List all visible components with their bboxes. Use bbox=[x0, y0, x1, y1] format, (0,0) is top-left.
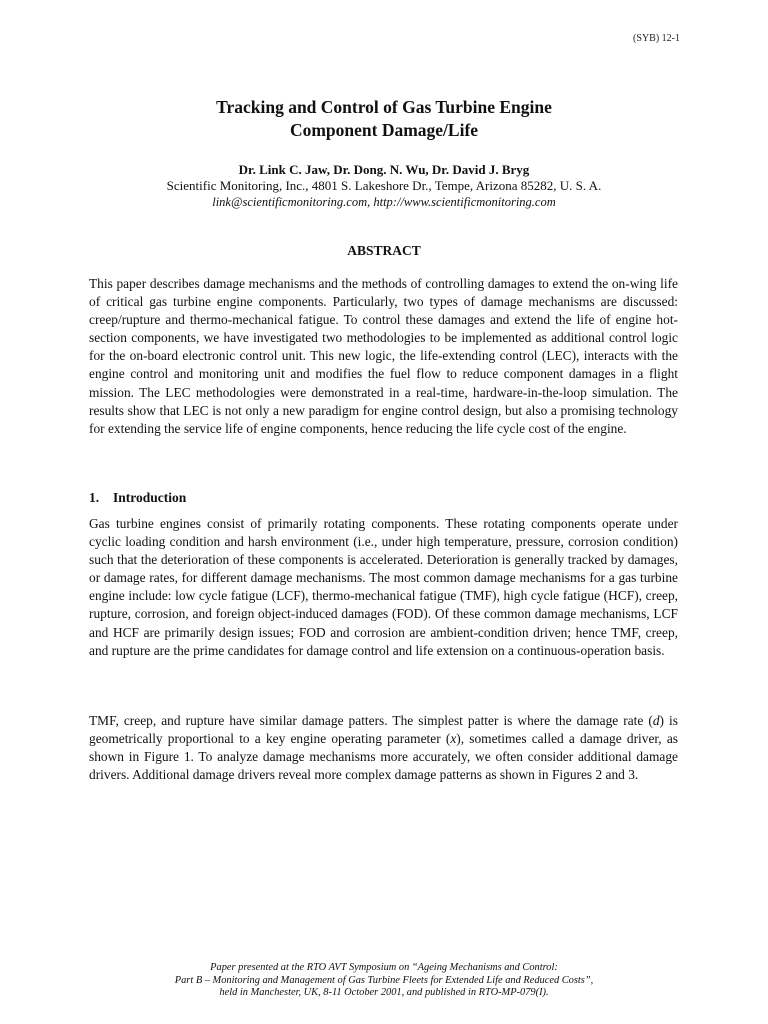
section-number: 1. bbox=[89, 490, 100, 505]
abstract-text: This paper describes damage mechanisms and the methods of controlling damages to extend the on-wing life of critical gas turbine engine components. Particularly, two types of damage mechanisms are discussed: creep/rupture and thermo-mechanical fatigue. To control these damages and extend the life of engine hot-section components, we have investigated two methodologies to be implemented as additional control logic for the on-board electronic control unit. This new logic, the life-extending control (LEC), interacts with the engine control and monitoring unit and modifies the fuel flow to reduce component damages in a flight mission. The LEC methodologies were demonstrated in a real-time, hardware-in-the-loop simulation. The results show that LEC is not only a new paradigm for engine control design, but also a promising technology for extending the service life of engine components, hence reducing the life cycle cost of the engine. bbox=[89, 276, 678, 436]
section-heading-introduction bbox=[89, 490, 186, 506]
abstract-heading: ABSTRACT bbox=[347, 243, 421, 258]
author-list: Dr. Link C. Jaw, Dr. Dong. N. Wu, Dr. David J. Bryg bbox=[238, 162, 530, 177]
footer-line-2: Part B – Monitoring and Management of Gas Turbine Fleets for Extended Life and Reduced Costs”, bbox=[174, 974, 594, 986]
intro-paragraph-2-part-1: TMF, creep, and rupture have similar damage patters. The simplest patter is where the damage rate ( bbox=[89, 713, 653, 728]
paper-title bbox=[0, 96, 768, 142]
footer-line-1: Paper presented at the RTO AVT Symposium on “Ageing Mechanisms and Control: bbox=[210, 962, 558, 973]
variable-x: x bbox=[450, 731, 457, 747]
paper-title-line-1: Tracking and Control of Gas Turbine Engine bbox=[216, 97, 552, 117]
section-title: Introduction bbox=[113, 490, 187, 505]
paper-title-line-2: Component Damage/Life bbox=[289, 120, 479, 140]
author-contact: link@scientificmonitoring.com, http://www.scientificmonitoring.com bbox=[212, 195, 556, 209]
intro-paragraph-1: Gas turbine engines consist of primarily rotating components. These rotating components operate under cyclic loading condition and harsh environment (i.e., under high temperature, pressure, corrosion condition) such that the deterioration of these components is accelerated. Deterioration is generally tracked by damages, or damage rates, for different damage mechanisms. The most common damage mechanisms for a gas turbine engine include: low cycle fatigue (LCF), thermo-mechanical fatigue (TMF), high cycle fatigue (HCF), creep, rupture, corrosion, and foreign object-induced damages (FOD). Of these common damage mechanisms, LCF and HCF are primarily design issues; FOD and corrosion are ambient-condition driven; hence TMF, creep, and rupture are the prime candidates for damage control and life extension on a continuous-operation basis. bbox=[89, 516, 678, 658]
intro-paragraph-2-part-2: ) is geometrically proportional to a key engine operating parameter ( bbox=[89, 713, 678, 747]
author-affiliation: Scientific Monitoring, Inc., 4801 S. Lakeshore Dr., Tempe, Arizona 85282, U. S. A. bbox=[166, 178, 602, 193]
intro-paragraph-2 bbox=[89, 712, 678, 784]
footer-note bbox=[0, 962, 768, 1000]
variable-d: d bbox=[652, 713, 660, 728]
intro-paragraph-2-part-3: ), sometimes called a damage driver, as shown in Figure 1. To analyze damage mechanisms more accurately, we often consider additional damage drivers. Additional damage drivers reveal more complex damage patterns as shown in Figures 2 and 3. bbox=[89, 731, 679, 783]
page-identifier: (SYB) 12-1 bbox=[633, 33, 680, 44]
footer-line-3: held in Manchester, UK, 8-11 October 2001, and published in RTO-MP-079(I). bbox=[219, 987, 549, 998]
